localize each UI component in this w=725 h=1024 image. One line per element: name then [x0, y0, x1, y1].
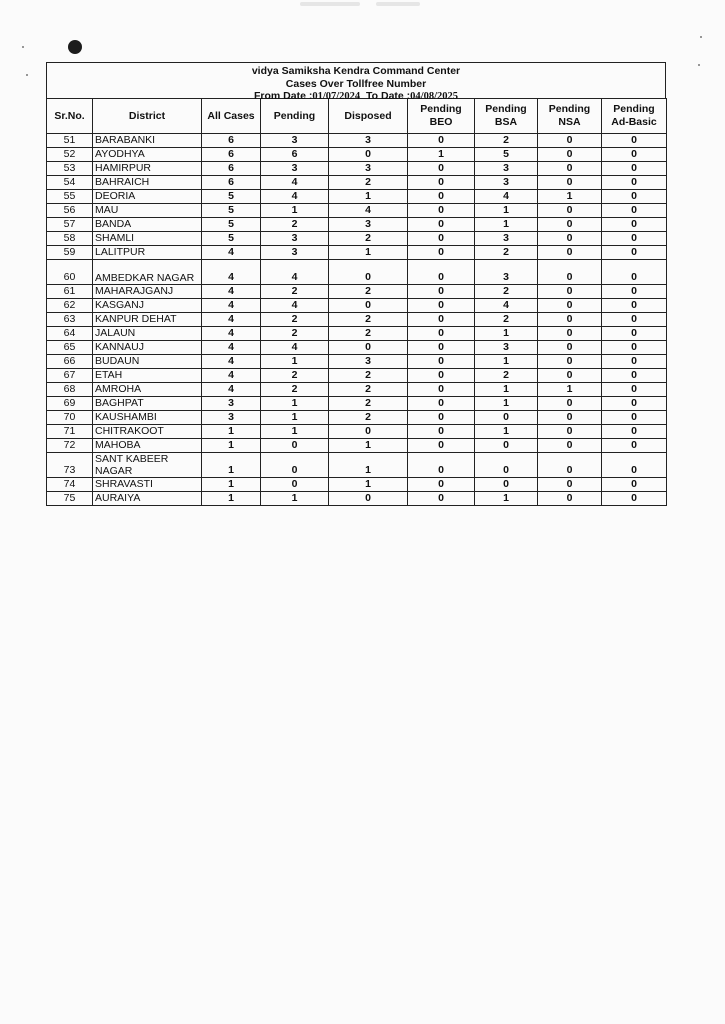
cell-sr-no: 70 — [47, 411, 93, 425]
cell-pending-bsa: 2 — [475, 285, 538, 299]
cell-disposed: 2 — [329, 327, 408, 341]
cell-pending: 1 — [261, 355, 329, 369]
cell-pending: 2 — [261, 327, 329, 341]
cell-pending-ad-basic: 0 — [602, 260, 667, 285]
table-row — [47, 397, 667, 411]
col-pending-nsa: Pending NSA — [538, 99, 602, 134]
cell-pending: 3 — [261, 246, 329, 260]
cell-pending-nsa: 0 — [538, 232, 602, 246]
cell-disposed: 3 — [329, 162, 408, 176]
cell-pending-bsa: 0 — [475, 478, 538, 492]
cell-disposed: 2 — [329, 369, 408, 383]
cell-pending-nsa: 0 — [538, 162, 602, 176]
col-disposed: Disposed — [329, 99, 408, 134]
cell-pending: 0 — [261, 478, 329, 492]
cell-pending-bsa: 1 — [475, 492, 538, 506]
report-title: vidya Samiksha Kendra Command Center — [251, 65, 461, 77]
cell-pending-nsa: 0 — [538, 355, 602, 369]
cell-disposed: 0 — [329, 299, 408, 313]
table-row — [47, 148, 667, 162]
cell-all-cases: 4 — [202, 285, 261, 299]
cell-all-cases: 6 — [202, 176, 261, 190]
cell-sr-no: 58 — [47, 232, 93, 246]
table-row — [47, 204, 667, 218]
cell-district: DEORIA — [93, 190, 202, 204]
cell-pending-ad-basic: 0 — [602, 176, 667, 190]
cell-pending-ad-basic: 0 — [602, 492, 667, 506]
cell-all-cases: 4 — [202, 260, 261, 285]
cell-pending-beo: 0 — [408, 232, 475, 246]
cell-pending-beo: 0 — [408, 369, 475, 383]
cell-all-cases: 1 — [202, 492, 261, 506]
cell-pending-nsa: 0 — [538, 341, 602, 355]
cell-disposed: 0 — [329, 148, 408, 162]
cell-pending-beo: 0 — [408, 492, 475, 506]
table-row — [47, 162, 667, 176]
report — [46, 62, 666, 506]
cell-all-cases: 5 — [202, 190, 261, 204]
cell-pending-bsa: 2 — [475, 246, 538, 260]
table-row — [47, 260, 667, 285]
cell-pending-ad-basic: 0 — [602, 313, 667, 327]
cell-sr-no: 59 — [47, 246, 93, 260]
cell-pending: 4 — [261, 299, 329, 313]
cell-pending-nsa: 0 — [538, 313, 602, 327]
cell-pending-nsa: 0 — [538, 327, 602, 341]
cell-sr-no: 56 — [47, 204, 93, 218]
cell-district: BARABANKI — [93, 134, 202, 148]
col-sr-no: Sr.No. — [47, 99, 93, 134]
cell-disposed: 2 — [329, 285, 408, 299]
cell-pending-bsa: 1 — [475, 355, 538, 369]
cell-pending: 4 — [261, 341, 329, 355]
cell-pending-nsa: 0 — [538, 299, 602, 313]
cell-pending-bsa: 3 — [475, 162, 538, 176]
table-row — [47, 425, 667, 439]
table-row — [47, 232, 667, 246]
cell-pending: 4 — [261, 190, 329, 204]
cell-pending-beo: 0 — [408, 190, 475, 204]
cell-pending-ad-basic: 0 — [602, 425, 667, 439]
cell-pending-ad-basic: 0 — [602, 327, 667, 341]
table-row — [47, 313, 667, 327]
cell-all-cases: 4 — [202, 383, 261, 397]
cell-pending-bsa: 3 — [475, 232, 538, 246]
cell-all-cases: 4 — [202, 246, 261, 260]
cell-district: KAUSHAMBI — [93, 411, 202, 425]
cell-pending-nsa: 0 — [538, 425, 602, 439]
cell-pending-ad-basic: 0 — [602, 134, 667, 148]
cell-pending: 3 — [261, 134, 329, 148]
cell-all-cases: 4 — [202, 341, 261, 355]
cell-sr-no: 52 — [47, 148, 93, 162]
cell-pending: 3 — [261, 232, 329, 246]
cell-district: AMROHA — [93, 383, 202, 397]
cell-district: KANNAUJ — [93, 341, 202, 355]
cell-pending-beo: 0 — [408, 299, 475, 313]
cell-sr-no: 69 — [47, 397, 93, 411]
col-district: District — [93, 99, 202, 134]
cell-disposed: 3 — [329, 218, 408, 232]
from-date: 01/07/2024 — [312, 91, 361, 102]
punch-hole-mark — [68, 40, 82, 54]
cell-sr-no: 51 — [47, 134, 93, 148]
cell-all-cases: 1 — [202, 425, 261, 439]
cell-pending-beo: 0 — [408, 246, 475, 260]
cell-pending: 2 — [261, 285, 329, 299]
cell-pending-bsa: 2 — [475, 134, 538, 148]
cell-disposed: 3 — [329, 355, 408, 369]
cell-pending: 0 — [261, 439, 329, 453]
table-row — [47, 176, 667, 190]
cell-pending-nsa: 1 — [538, 190, 602, 204]
cell-all-cases: 1 — [202, 453, 261, 478]
cell-pending-beo: 0 — [408, 162, 475, 176]
report-header — [46, 62, 666, 102]
table-body — [47, 134, 667, 506]
table-row — [47, 369, 667, 383]
cell-pending-ad-basic: 0 — [602, 148, 667, 162]
cell-sr-no: 54 — [47, 176, 93, 190]
cell-pending-beo: 0 — [408, 218, 475, 232]
cell-pending: 4 — [261, 260, 329, 285]
cell-pending-beo: 0 — [408, 425, 475, 439]
table-row — [47, 327, 667, 341]
cell-all-cases: 6 — [202, 148, 261, 162]
cell-pending: 2 — [261, 383, 329, 397]
col-all-cases: All Cases — [202, 99, 261, 134]
cell-pending: 1 — [261, 204, 329, 218]
cases-table — [46, 98, 667, 506]
cell-sr-no: 60 — [47, 260, 93, 285]
cell-pending-nsa: 0 — [538, 246, 602, 260]
to-date: 04/08/2025 — [410, 91, 458, 102]
cell-sr-no: 61 — [47, 285, 93, 299]
cell-district: CHITRAKOOT — [93, 425, 202, 439]
cell-district: AURAIYA — [93, 492, 202, 506]
col-pending-bsa: Pending BSA — [475, 99, 538, 134]
cell-pending-nsa: 0 — [538, 492, 602, 506]
cell-pending: 1 — [261, 425, 329, 439]
cell-all-cases: 4 — [202, 369, 261, 383]
cell-all-cases: 1 — [202, 478, 261, 492]
col-pending-ad-basic: Pending Ad-Basic — [602, 99, 667, 134]
cell-pending-beo: 0 — [408, 285, 475, 299]
table-row — [47, 411, 667, 425]
cell-sr-no: 63 — [47, 313, 93, 327]
cell-disposed: 2 — [329, 313, 408, 327]
cell-all-cases: 6 — [202, 162, 261, 176]
cell-sr-no: 67 — [47, 369, 93, 383]
cell-pending-ad-basic: 0 — [602, 162, 667, 176]
table-row — [47, 134, 667, 148]
cell-pending-bsa: 3 — [475, 341, 538, 355]
cell-disposed: 1 — [329, 453, 408, 478]
cell-pending-bsa: 2 — [475, 369, 538, 383]
table-row — [47, 383, 667, 397]
cell-pending-beo: 0 — [408, 411, 475, 425]
cell-sr-no: 68 — [47, 383, 93, 397]
scan-speck — [22, 46, 24, 48]
cell-district: KANPUR DEHAT — [93, 313, 202, 327]
cell-pending-bsa: 0 — [475, 411, 538, 425]
cell-sr-no: 55 — [47, 190, 93, 204]
cell-district: SHRAVASTI — [93, 478, 202, 492]
cell-pending-ad-basic: 0 — [602, 397, 667, 411]
cell-disposed: 1 — [329, 246, 408, 260]
cell-all-cases: 5 — [202, 204, 261, 218]
cell-pending-ad-basic: 0 — [602, 246, 667, 260]
cell-pending-beo: 0 — [408, 134, 475, 148]
table-row — [47, 492, 667, 506]
cell-all-cases: 1 — [202, 439, 261, 453]
cell-pending-beo: 0 — [408, 341, 475, 355]
cell-disposed: 0 — [329, 492, 408, 506]
cell-pending-nsa: 0 — [538, 397, 602, 411]
cell-pending-nsa: 0 — [538, 204, 602, 218]
cell-district: MAU — [93, 204, 202, 218]
cell-district: SANT KABEER NAGAR — [93, 453, 202, 478]
cell-district: BAGHPAT — [93, 397, 202, 411]
cell-pending: 0 — [261, 453, 329, 478]
cell-pending-nsa: 0 — [538, 453, 602, 478]
cell-sr-no: 62 — [47, 299, 93, 313]
cell-pending-ad-basic: 0 — [602, 285, 667, 299]
cell-district: ETAH — [93, 369, 202, 383]
cell-all-cases: 6 — [202, 134, 261, 148]
cell-pending-bsa: 1 — [475, 327, 538, 341]
cell-sr-no: 53 — [47, 162, 93, 176]
cell-pending-nsa: 0 — [538, 478, 602, 492]
cell-sr-no: 65 — [47, 341, 93, 355]
cell-disposed: 1 — [329, 190, 408, 204]
cell-all-cases: 4 — [202, 299, 261, 313]
cell-pending-bsa: 1 — [475, 218, 538, 232]
cell-pending: 2 — [261, 313, 329, 327]
cell-disposed: 4 — [329, 204, 408, 218]
cell-pending-ad-basic: 0 — [602, 204, 667, 218]
scan-smudge — [376, 2, 420, 6]
cell-all-cases: 5 — [202, 232, 261, 246]
cell-pending-ad-basic: 0 — [602, 383, 667, 397]
table-row — [47, 285, 667, 299]
cell-disposed: 2 — [329, 383, 408, 397]
table-row — [47, 218, 667, 232]
cell-pending: 2 — [261, 369, 329, 383]
cell-sr-no: 74 — [47, 478, 93, 492]
cell-disposed: 2 — [329, 176, 408, 190]
cell-pending-bsa: 5 — [475, 148, 538, 162]
cell-pending-ad-basic: 0 — [602, 453, 667, 478]
col-pending: Pending — [261, 99, 329, 134]
cell-pending: 3 — [261, 162, 329, 176]
table-row — [47, 341, 667, 355]
cell-pending-beo: 0 — [408, 176, 475, 190]
cell-pending-ad-basic: 0 — [602, 341, 667, 355]
cell-all-cases: 3 — [202, 397, 261, 411]
cell-sr-no: 71 — [47, 425, 93, 439]
cell-pending-nsa: 0 — [538, 411, 602, 425]
cell-pending-bsa: 1 — [475, 204, 538, 218]
scan-speck — [698, 64, 700, 66]
cell-pending: 1 — [261, 492, 329, 506]
cell-pending-bsa: 0 — [475, 453, 538, 478]
cell-disposed: 2 — [329, 397, 408, 411]
cell-pending-ad-basic: 0 — [602, 439, 667, 453]
cell-all-cases: 3 — [202, 411, 261, 425]
table-row — [47, 299, 667, 313]
col-pending-beo: Pending BEO — [408, 99, 475, 134]
cell-pending: 1 — [261, 397, 329, 411]
cell-district: BAHRAICH — [93, 176, 202, 190]
table-header-row — [47, 99, 667, 134]
cell-pending-beo: 1 — [408, 148, 475, 162]
cell-all-cases: 4 — [202, 355, 261, 369]
cell-district: LALITPUR — [93, 246, 202, 260]
cell-pending-nsa: 0 — [538, 218, 602, 232]
cell-sr-no: 73 — [47, 453, 93, 478]
cell-pending-ad-basic: 0 — [602, 299, 667, 313]
cell-pending-bsa: 0 — [475, 439, 538, 453]
cell-pending-nsa: 1 — [538, 383, 602, 397]
cell-pending-beo: 0 — [408, 383, 475, 397]
cell-pending-beo: 0 — [408, 313, 475, 327]
cell-sr-no: 64 — [47, 327, 93, 341]
cell-pending-nsa: 0 — [538, 176, 602, 190]
cell-pending-nsa: 0 — [538, 285, 602, 299]
cell-all-cases: 4 — [202, 327, 261, 341]
to-label: To Date : — [366, 90, 411, 102]
cell-pending-nsa: 0 — [538, 439, 602, 453]
table-row — [47, 453, 667, 478]
cell-pending: 4 — [261, 176, 329, 190]
cell-district: SHAMLI — [93, 232, 202, 246]
cell-sr-no: 72 — [47, 439, 93, 453]
cell-sr-no: 57 — [47, 218, 93, 232]
cell-pending-bsa: 3 — [475, 260, 538, 285]
cell-pending-beo: 0 — [408, 478, 475, 492]
cell-pending-beo: 0 — [408, 397, 475, 411]
cell-pending-bsa: 1 — [475, 383, 538, 397]
cell-all-cases: 5 — [202, 218, 261, 232]
cell-disposed: 0 — [329, 341, 408, 355]
cell-pending-ad-basic: 0 — [602, 369, 667, 383]
cell-pending-nsa: 0 — [538, 369, 602, 383]
cell-pending-bsa: 4 — [475, 190, 538, 204]
report-subtitle: Cases Over Tollfree Number — [285, 77, 427, 90]
cell-district: AYODHYA — [93, 148, 202, 162]
cell-district: AMBEDKAR NAGAR — [93, 260, 202, 285]
cell-pending-nsa: 0 — [538, 260, 602, 285]
cell-pending-bsa: 1 — [475, 397, 538, 411]
cell-disposed: 0 — [329, 260, 408, 285]
table-row — [47, 478, 667, 492]
cell-all-cases: 4 — [202, 313, 261, 327]
cell-pending-bsa: 2 — [475, 313, 538, 327]
cell-disposed: 0 — [329, 425, 408, 439]
cell-pending: 1 — [261, 411, 329, 425]
cell-pending-ad-basic: 0 — [602, 478, 667, 492]
table-row — [47, 190, 667, 204]
cell-pending: 6 — [261, 148, 329, 162]
table-row — [47, 355, 667, 369]
table-row — [47, 246, 667, 260]
table-row — [47, 439, 667, 453]
cell-sr-no: 66 — [47, 355, 93, 369]
cell-district: MAHOBA — [93, 439, 202, 453]
from-label: From Date : — [253, 90, 313, 102]
cell-pending-beo: 0 — [408, 355, 475, 369]
cell-pending-ad-basic: 0 — [602, 355, 667, 369]
cell-pending: 2 — [261, 218, 329, 232]
cell-disposed: 2 — [329, 411, 408, 425]
cell-district: KASGANJ — [93, 299, 202, 313]
cell-pending-bsa: 3 — [475, 176, 538, 190]
cell-pending-nsa: 0 — [538, 148, 602, 162]
cell-pending-beo: 0 — [408, 453, 475, 478]
cell-disposed: 1 — [329, 439, 408, 453]
cell-pending-beo: 0 — [408, 260, 475, 285]
scan-speck — [26, 74, 28, 76]
cell-pending-ad-basic: 0 — [602, 218, 667, 232]
cell-pending-ad-basic: 0 — [602, 232, 667, 246]
cell-pending-ad-basic: 0 — [602, 190, 667, 204]
cell-pending-nsa: 0 — [538, 134, 602, 148]
cell-sr-no: 75 — [47, 492, 93, 506]
scan-speck — [700, 36, 702, 38]
cell-pending-beo: 0 — [408, 327, 475, 341]
cell-pending-bsa: 4 — [475, 299, 538, 313]
cell-pending-beo: 0 — [408, 204, 475, 218]
cell-disposed: 2 — [329, 232, 408, 246]
cell-district: BUDAUN — [93, 355, 202, 369]
cell-disposed: 3 — [329, 134, 408, 148]
cell-district: BANDA — [93, 218, 202, 232]
cell-pending-bsa: 1 — [475, 425, 538, 439]
cell-pending-beo: 0 — [408, 439, 475, 453]
cell-pending-ad-basic: 0 — [602, 411, 667, 425]
cell-district: HAMIRPUR — [93, 162, 202, 176]
cell-district: JALAUN — [93, 327, 202, 341]
cell-disposed: 1 — [329, 478, 408, 492]
scan-smudge — [300, 2, 360, 6]
cell-district: MAHARAJGANJ — [93, 285, 202, 299]
